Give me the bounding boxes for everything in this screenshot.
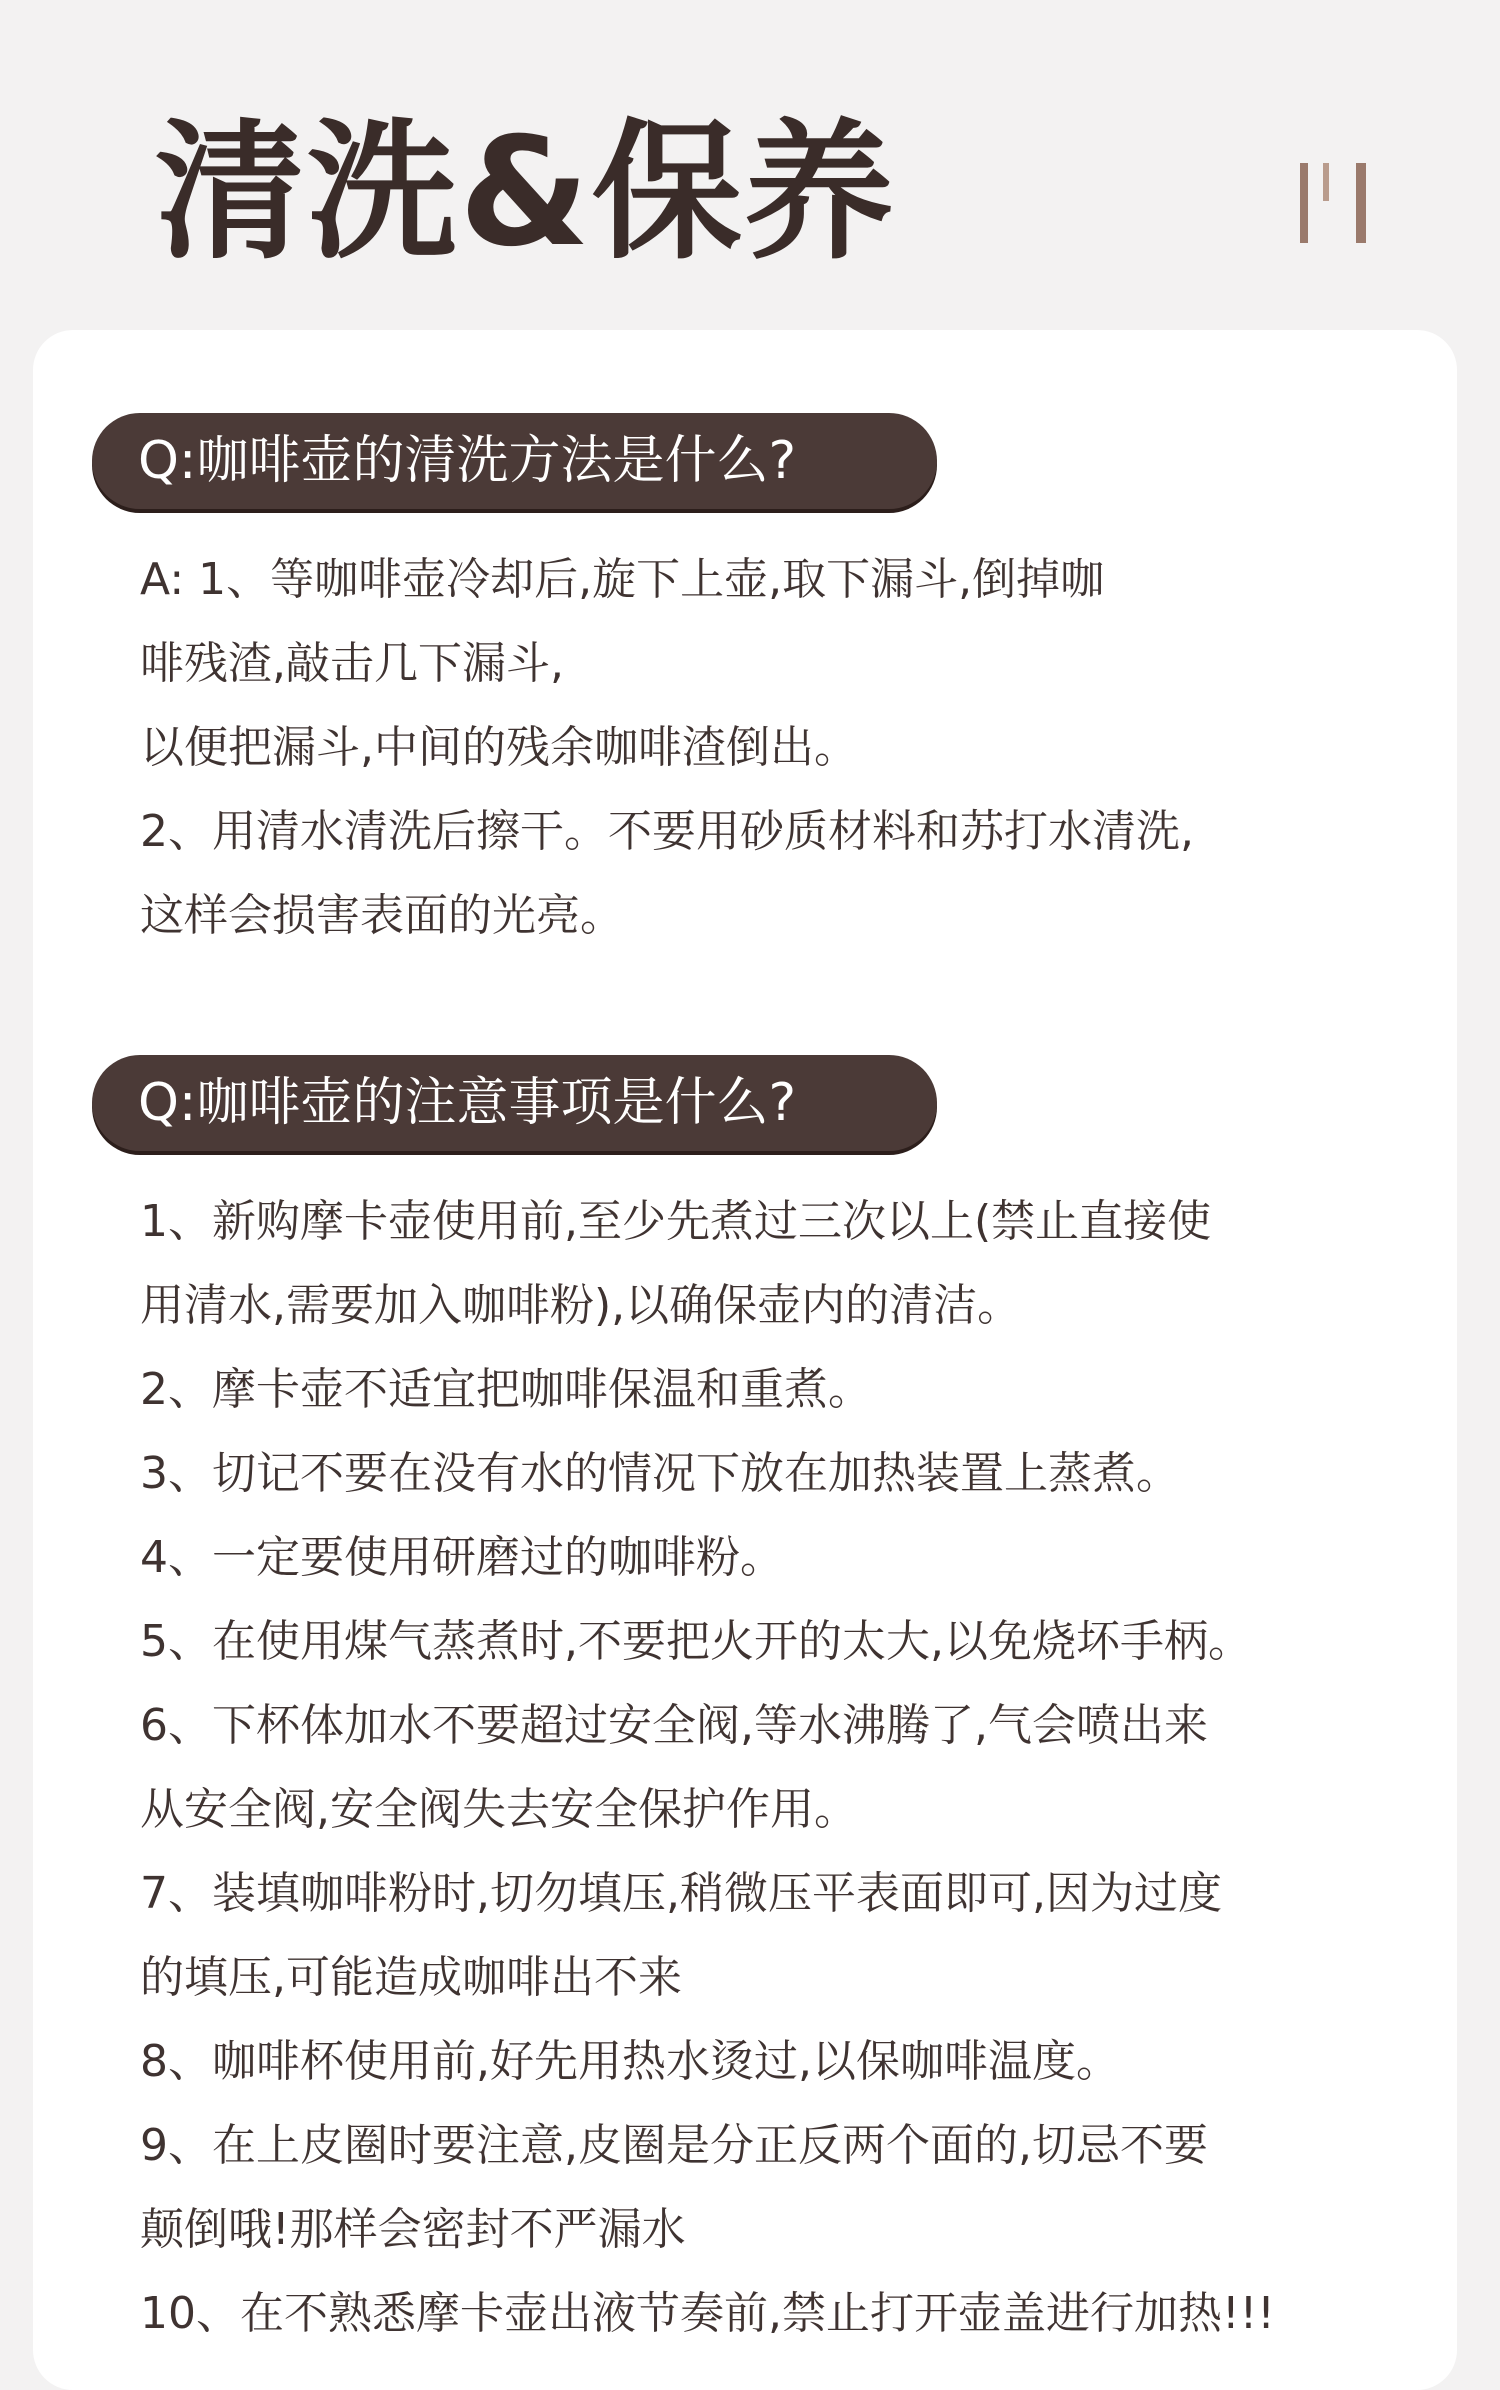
answer-2-line: 8、咖啡杯使用前,好先用热水烫过,以保咖啡温度。 xyxy=(140,2036,1120,2087)
answer-1-line: 2、用清水清洗后擦干。不要用砂质材料和苏打水清洗, xyxy=(140,806,1194,857)
answer-2-line: 1、新购摩卡壶使用前,至少先煮过三次以上(禁止直接使 xyxy=(140,1196,1212,1247)
answer-1-line: 这样会损害表面的光亮。 xyxy=(140,890,624,941)
answer-2-line: 6、下杯体加水不要超过安全阀,等水沸腾了,气会喷出来 xyxy=(140,1700,1208,1751)
answer-2-line: 4、一定要使用研磨过的咖啡粉。 xyxy=(140,1532,784,1583)
question-1-pill: Q:咖啡壶的清洗方法是什么? xyxy=(92,413,937,509)
answer-1-line: A: 1、等咖啡壶冷却后,旋下上壶,取下漏斗,倒掉咖 xyxy=(140,554,1105,605)
brand-logo-icon xyxy=(1300,163,1370,243)
answer-2-line: 10、在不熟悉摩卡壶出液节奏前,禁止打开壶盖进行加热!!! xyxy=(140,2288,1275,2339)
answer-2-line: 5、在使用煤气蒸煮时,不要把火开的太大,以免烧坏手柄。 xyxy=(140,1616,1252,1667)
answer-2-line: 的填压,可能造成咖啡出不来 xyxy=(140,1952,682,2003)
answer-2-line: 2、摩卡壶不适宜把咖啡保温和重煮。 xyxy=(140,1364,872,1415)
page-title: 清洗&保养 xyxy=(155,106,896,280)
answer-2-line: 9、在上皮圈时要注意,皮圈是分正反两个面的,切忌不要 xyxy=(140,2120,1208,2171)
answer-1 xyxy=(140,538,1390,958)
answer-2-line: 3、切记不要在没有水的情况下放在加热装置上蒸煮。 xyxy=(140,1448,1180,1499)
question-2-pill: Q:咖啡壶的注意事项是什么? xyxy=(92,1055,937,1151)
answer-2 xyxy=(140,1180,1390,2356)
answer-2-line: 从安全阀,安全阀失去安全保护作用。 xyxy=(140,1784,858,1835)
answer-1-line: 以便把漏斗,中间的残余咖啡渣倒出。 xyxy=(140,722,858,773)
answer-2-line: 7、装填咖啡粉时,切勿填压,稍微压平表面即可,因为过度 xyxy=(140,1868,1222,1919)
answer-2-line: 颠倒哦!那样会密封不严漏水 xyxy=(140,2204,686,2255)
answer-2-line: 用清水,需要加入咖啡粉),以确保壶内的清洁。 xyxy=(140,1280,1022,1331)
answer-1-line: 啡残渣,敲击几下漏斗, xyxy=(140,638,564,689)
